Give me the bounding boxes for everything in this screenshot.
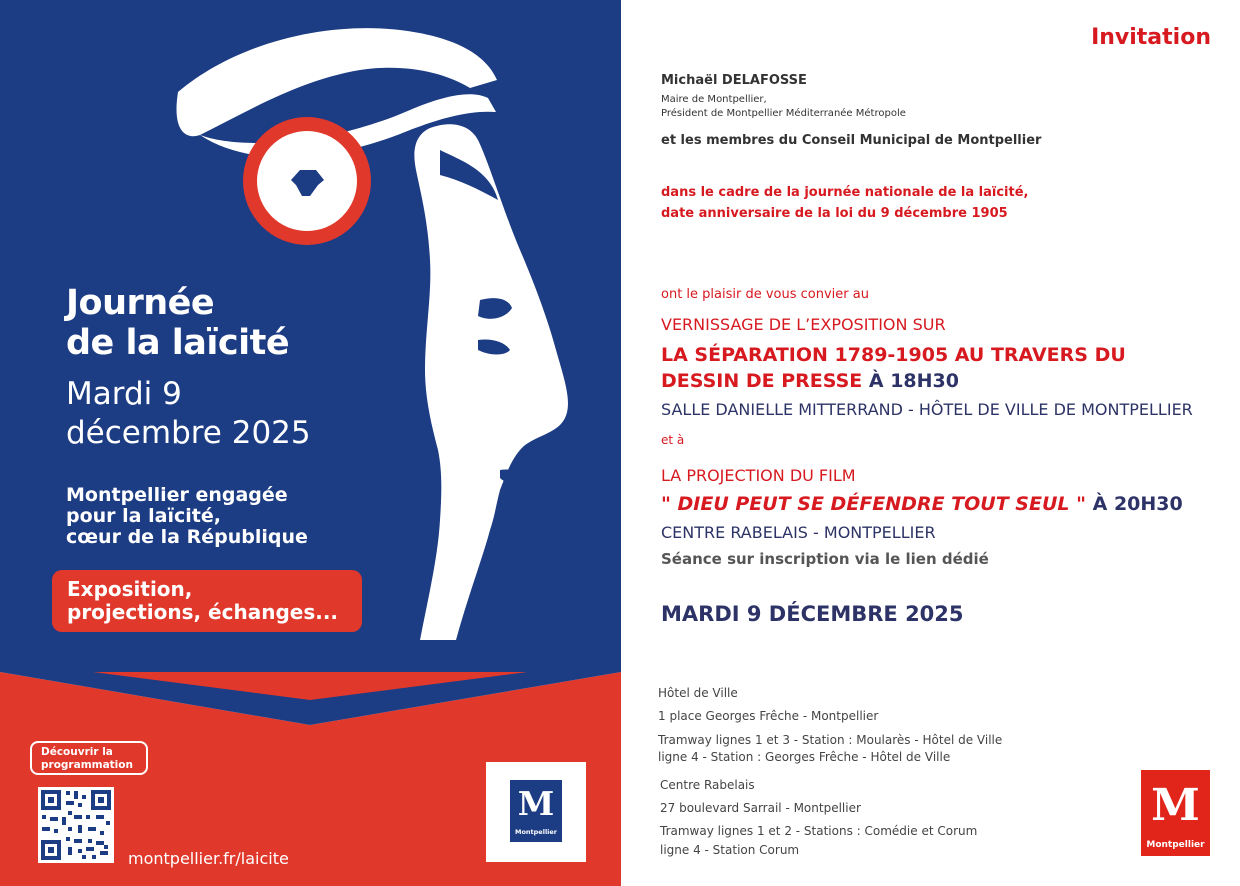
address-transit: Tramway lignes 1 et 3 - Station : Moularès - Hôtel de Ville: [658, 733, 1003, 747]
council-line: et les membres du Conseil Municipal de Montpellier: [661, 133, 1042, 148]
exhibition-label: VERNISSAGE DE L’EXPOSITION SUR: [661, 315, 946, 334]
exhibition-title: LA SÉPARATION 1789-1905 AU TRAVERS DU DESSIN DE PRESSE À 18H30: [661, 344, 1126, 392]
logo-letter: M: [517, 784, 555, 823]
poster-date: Mardi 9 décembre 2025: [66, 376, 311, 451]
discover-programme-button[interactable]: Découvrir la programmation: [30, 741, 148, 775]
logo-word: Montpellier: [1146, 840, 1205, 850]
film-time: À 20H30: [1092, 493, 1183, 515]
film-venue: CENTRE RABELAIS - MONTPELLIER: [661, 523, 936, 542]
invitation-heading: Invitation: [1091, 25, 1211, 50]
qr-code-icon[interactable]: [38, 787, 114, 863]
poster-title: Journée de la laïcité: [66, 283, 290, 363]
exhibition-time: À 18H30: [868, 370, 959, 392]
host-name: Michaël DELAFOSSE: [661, 73, 807, 88]
logo-letter: M: [1151, 780, 1200, 831]
film-label: LA PROJECTION DU FILM: [661, 466, 856, 485]
address-street: 1 place Georges Frêche - Montpellier: [658, 709, 879, 723]
logo-word: Montpellier: [514, 828, 558, 836]
and-text: et à: [661, 433, 685, 447]
address-transit: ligne 4 - Station Corum: [660, 843, 800, 857]
address-transit: ligne 4 - Station : Georges Frêche - Hôtel de Ville: [658, 750, 951, 764]
host-role: Maire de Montpellier, Président de Montpellier Méditerranée Métropole: [661, 94, 906, 119]
invite-text: ont le plaisir de vous convier au: [661, 287, 869, 302]
event-date: MARDI 9 DÉCEMBRE 2025: [661, 602, 964, 626]
montpellier-logo: [486, 762, 586, 862]
exhibition-venue: SALLE DANIELLE MITTERRAND - HÔTEL DE VILLE DE MONTPELLIER: [661, 400, 1193, 419]
film-title: " DIEU PEUT SE DÉFENDRE TOUT SEUL " À 20H30: [661, 493, 1183, 515]
address-street: 27 boulevard Sarrail - Montpellier: [660, 801, 861, 815]
invitation-panel: [621, 0, 1240, 886]
registration-note: Séance sur inscription via le lien dédié: [661, 550, 989, 568]
programme-link[interactable]: montpellier.fr/laicite: [128, 849, 289, 868]
context-text: dans le cadre de la journée nationale de la laïcité, date anniversaire de la loi du 9 décembre 1905: [661, 185, 1029, 221]
address-name: Centre Rabelais: [660, 778, 755, 792]
activities-badge: Exposition, projections, échanges...: [52, 570, 362, 632]
montpellier-logo: [1141, 770, 1210, 856]
poster-slogan: Montpellier engagée pour la laïcité, cœur de la République: [66, 484, 308, 548]
address-transit: Tramway lignes 1 et 2 - Stations : Comédie et Corum: [660, 824, 978, 838]
address-name: Hôtel de Ville: [658, 686, 738, 700]
